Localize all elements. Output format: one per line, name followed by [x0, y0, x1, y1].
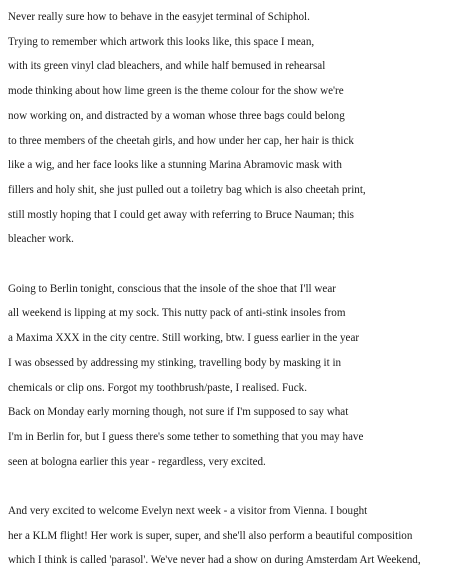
- text-line: like a wig, and her face looks like a stunning Marina Abramovic mask with: [8, 159, 342, 172]
- text-line: Back on Monday early morning though, not sure if I'm supposed to say what: [8, 406, 349, 419]
- text-line: which I think is called 'parasol'. We've never had a show on during Amsterdam Art Weekend,: [8, 554, 421, 567]
- text-line: Never really sure how to behave in the easyjet terminal of Schiphol.: [8, 11, 310, 23]
- text-line: I'm in Berlin for, but I guess there's some tether to something that you may have: [8, 430, 364, 443]
- text-line: bleacher work.: [8, 233, 74, 246]
- text-line: seen at bologna earlier this year - regardless, very excited.: [8, 455, 266, 468]
- document-body: [8, 5, 460, 573]
- text-line: Trying to remember which artwork this looks like, this space I mean,: [8, 35, 315, 48]
- text-line: chemicals or clip ons. Forgot my toothbrush/paste, I realised. Fuck.: [8, 381, 307, 394]
- paragraph-berlin: [8, 277, 460, 475]
- text-line: to three members of the cheetah girls, and how under her cap, her hair is thick: [8, 134, 354, 147]
- text-line: her a KLM flight! Her work is super, super, and she'll also perform a beautiful composition: [8, 529, 413, 542]
- paragraph-schiphol: [8, 5, 460, 252]
- text-line: Going to Berlin tonight, conscious that the insole of the shoe that I'll wear: [8, 282, 336, 295]
- text-line: with its green vinyl clad bleachers, and while half bemused in rehearsal: [8, 60, 326, 73]
- text-line: all weekend is lipping at my sock. This nutty pack of anti-stink insoles from: [8, 307, 346, 320]
- text-line: still mostly hoping that I could get away with referring to Bruce Nauman; this: [8, 208, 354, 221]
- paragraph-evelyn: [8, 499, 460, 573]
- text-line: I was obsessed by addressing my stinking, travelling body by masking it in: [8, 356, 342, 369]
- text-line: fillers and holy shit, she just pulled out a toiletry bag which is also cheetah print,: [8, 183, 366, 196]
- text-line: now working on, and distracted by a woman whose three bags could belong: [8, 109, 345, 122]
- text-line: mode thinking about how lime green is the theme colour for the show we're: [8, 85, 344, 98]
- text-line: And very excited to welcome Evelyn next week - a visitor from Vienna. I bought: [8, 505, 368, 518]
- text-line: a Maxima XXX in the city centre. Still working, btw. I guess earlier in the year: [8, 332, 360, 345]
